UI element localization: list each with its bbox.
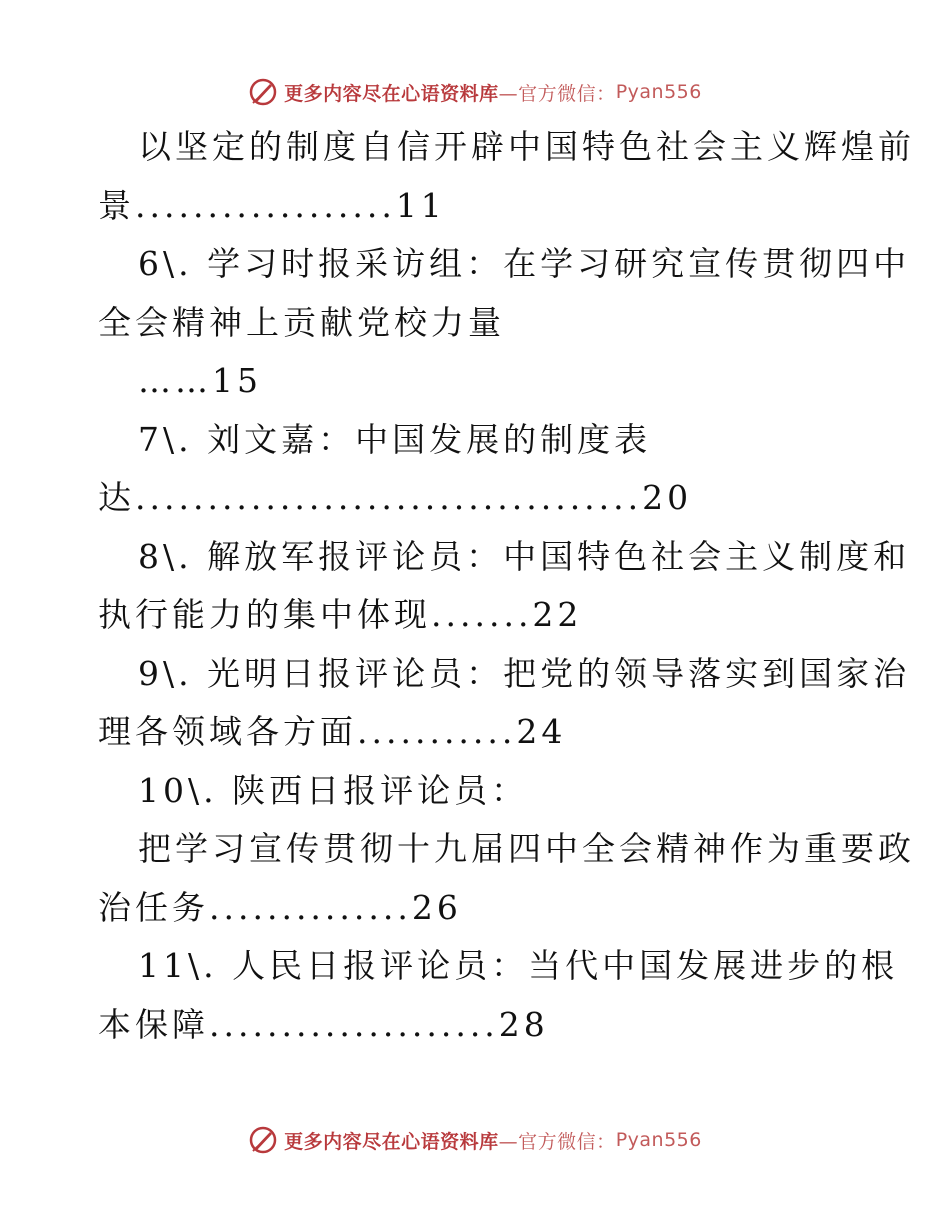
quill-logo-icon	[248, 1125, 278, 1155]
header-watermark	[0, 72, 950, 112]
table-of-contents	[98, 118, 915, 1054]
watermark-account: Pyan556	[615, 81, 702, 103]
toc-line: 景..................11	[98, 185, 446, 225]
toc-line: 10\. 陕西日报评论员：	[138, 770, 529, 810]
toc-line: 本保障....................28	[98, 1004, 549, 1044]
toc-line: 达...................................20	[98, 478, 693, 517]
toc-line: 执行能力的集中体现.......22	[98, 595, 583, 634]
watermark-main-text: 更多内容尽在心语资料库	[284, 82, 499, 105]
toc-line: 6\. 学习时报采访组：在学习研究宣传贯彻四中	[138, 244, 911, 283]
watermark-account: Pyan556	[615, 1129, 702, 1151]
toc-line: 8\. 解放军报评论员：中国特色社会主义制度和	[138, 536, 911, 576]
watermark-sub-text: —官方微信：	[498, 82, 616, 105]
watermark-main-text: 更多内容尽在心语资料库	[284, 1130, 499, 1153]
toc-line: 把学习宣传贯彻十九届四中全会精神作为重要政	[138, 829, 915, 868]
toc-line: 以坚定的制度自信开辟中国特色社会主义辉煌前	[138, 127, 915, 166]
toc-line: 9\. 光明日报评论员：把党的领导落实到国家治	[138, 653, 911, 693]
toc-line: 治任务..............26	[98, 887, 462, 927]
watermark-sub-text: —官方微信：	[498, 1130, 616, 1153]
toc-line: ……15	[138, 361, 262, 400]
toc-line: 全会精神上贡献党校力量	[98, 302, 505, 342]
quill-logo-icon	[248, 77, 278, 107]
toc-line: 11\. 人民日报评论员：当代中国发展进步的根	[138, 946, 899, 985]
footer-watermark	[0, 1120, 950, 1160]
toc-line: 7\. 刘文嘉：中国发展的制度表	[138, 419, 652, 459]
toc-line: 理各领域各方面...........24	[98, 712, 567, 751]
